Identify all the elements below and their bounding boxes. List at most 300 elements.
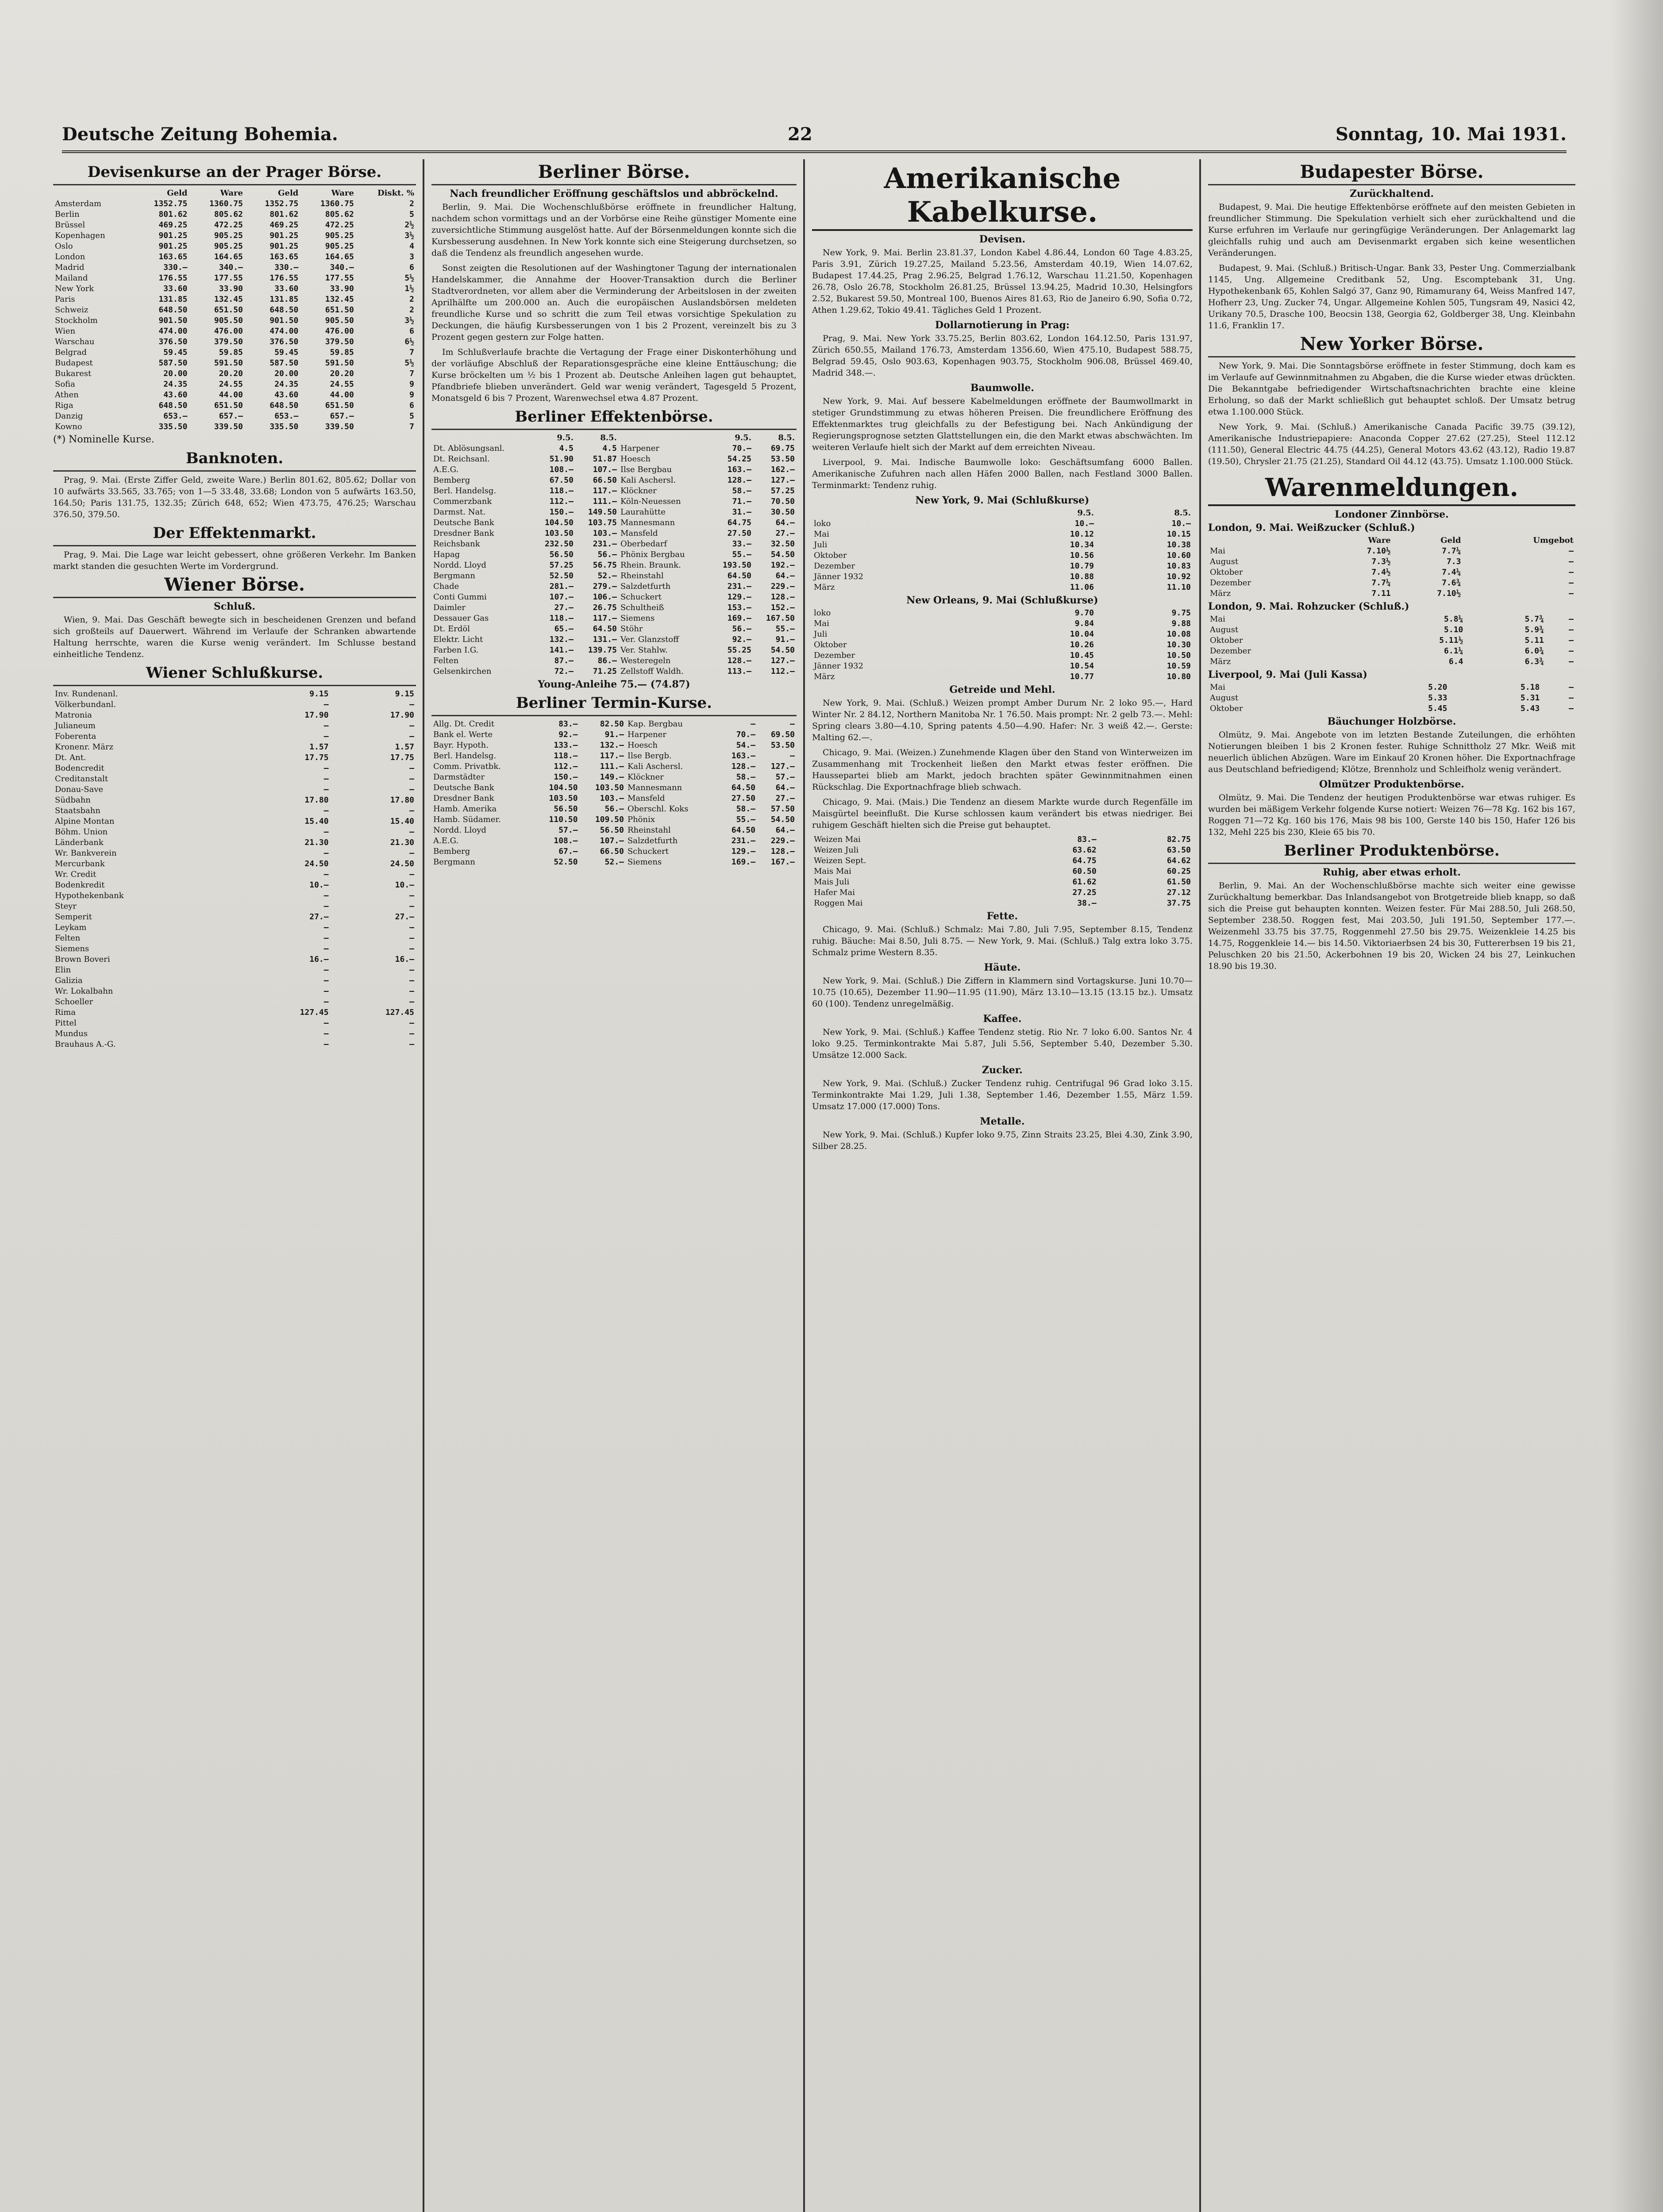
table-cell: Semperit <box>55 912 92 922</box>
table-cell: — <box>1569 568 1574 577</box>
berliner-text-1: Berlin, 9. Mai. Die Wochenschlußbörse eröffnete in freundlicher Haltung, nachdem schon vormittags und an der Vorbörse eine Reihe günstiger Momente eine zuversichtliche Stimmung ausgelöst hatte. Auf der Börsenmeldungen konnte sich die Kursbesserung ausdehnen. In New York konnte sich eine Steigerung durchsetzen, so daß die Tendenz als freundlich angesehen wurde. <box>431 202 797 258</box>
table-cell: Oslo <box>55 242 73 251</box>
table-cell: 10.— <box>395 880 414 890</box>
table-cell: 177.55 <box>214 273 243 283</box>
table-cell: Weizen Mai <box>814 835 861 844</box>
table-cell: Bodenkredit <box>55 880 105 890</box>
table-cell: Salzdetfurth <box>620 582 671 591</box>
table-cell: 92.— <box>732 635 751 644</box>
table-cell: Berlin <box>55 210 80 219</box>
table-cell: 905.50 <box>325 316 354 325</box>
table-cell: 651.50 <box>214 401 243 410</box>
table-cell: Länderbank <box>55 838 104 847</box>
berliner-effekten-table <box>431 433 797 677</box>
table-cell: 6½ <box>404 337 414 346</box>
table-cell: 905.25 <box>214 242 243 251</box>
table-cell: Belgrad <box>55 348 87 357</box>
table-cell: — <box>409 785 414 794</box>
table-cell: 55.— <box>736 815 756 824</box>
table-cell: Berl. Handelsg. <box>433 751 497 760</box>
table-row <box>1208 657 1575 667</box>
table-cell: Wr. Lokalbahn <box>55 987 113 996</box>
table-cell: 103.50 <box>595 783 624 792</box>
table-cell: 43.60 <box>163 390 188 399</box>
table-cell: 53.50 <box>770 454 795 464</box>
table-cell: 131.— <box>593 635 617 644</box>
table-cell: 66.50 <box>600 847 624 856</box>
table-cell: — <box>409 891 414 900</box>
table-header-cell: 9.5. <box>735 433 751 442</box>
table-cell: 657.— <box>330 411 354 421</box>
haeute-text: New York, 9. Mai. (Schluß.) Die Ziffern in Klammern sind Vortagskurse. Juni 10.70—10.75 (10.65), Dezember 11.90—11.95 (11.90), März 13.10—13.15 (13.15 bz.). Umsatz 60 (100). Tendenz unregelmäßig. <box>812 976 1193 1009</box>
kaffee-text: New York, 9. Mai. (Schluß.) Kaffee Tendenz stetig. Rio Nr. 7 loko 6.00. Santos Nr. 4 loko 9.25. Terminkontrakte Mai 5.87, Juli 5.56, September 5.40, Dezember 5.30. Umsätze 12.000 Sack. <box>812 1027 1193 1060</box>
berliner-effekten-heading: Berliner Effektenbörse. <box>431 407 797 430</box>
table-row <box>53 954 416 965</box>
table-cell: Mais Mai <box>814 867 851 876</box>
table-row <box>812 672 1193 682</box>
table-cell: 64.— <box>775 571 795 580</box>
table-header-cell: Umgebot <box>1533 536 1574 545</box>
table-cell: 10.08 <box>1166 630 1191 639</box>
new-yorker-close-text: New York, 9. Mai. (Schluß.) Amerikanische Canada Pacific 39.75 (39.12), Amerikanische Industriepapiere: Anaconda Copper 27.62 (27.25), Steel 112.12 (111.50), General Electric 44.75 (44.25), General Motors 43.62 (43.12), Radio 19.87 (19.50), Chrysler 21.75 (21.25), Standard Oil 44.12 (43.75). Umsatz 1.100.000 Stück. <box>1208 422 1575 466</box>
table-cell: 21.30 <box>390 838 414 847</box>
table-cell: Dessauer Gas <box>433 614 489 623</box>
table-cell: Dresdner Bank <box>433 794 494 803</box>
table-cell: 10.88 <box>1070 572 1094 581</box>
table-cell: Elin <box>55 965 71 975</box>
table-row <box>53 347 416 358</box>
table-cell: 132.— <box>600 741 624 750</box>
table-cell: 7.4¼ <box>1442 568 1461 577</box>
table-row <box>53 827 416 837</box>
table-cell: Oberbedarf <box>620 539 667 549</box>
table-cell: Kopenhagen <box>55 231 105 240</box>
table-cell: Brauhaus A.-G. <box>55 1040 116 1049</box>
table-cell: 33.90 <box>219 284 243 293</box>
table-row <box>53 1029 416 1039</box>
table-cell: 57.25 <box>770 486 795 495</box>
table-cell: Leykam <box>55 923 87 932</box>
table-cell: 2 <box>409 199 414 208</box>
table-row <box>53 997 416 1007</box>
table-cell: Harpener <box>627 730 667 739</box>
table-row <box>812 608 1193 618</box>
issue-date: Sonntag, 10. Mai 1931. <box>1335 124 1567 145</box>
table-cell: 7.3½ <box>1371 557 1391 566</box>
berliner-boerse-heading: Berliner Börse. <box>431 163 797 185</box>
table-row <box>1208 635 1575 646</box>
table-cell: 64.62 <box>1166 856 1191 865</box>
table-cell: 55.25 <box>727 645 751 655</box>
table-cell: 108.— <box>549 465 574 474</box>
table-cell: 335.50 <box>269 422 299 431</box>
table-cell: 905.25 <box>325 242 354 251</box>
table-row <box>812 661 1193 672</box>
table-row <box>431 836 797 846</box>
table-cell: Schuckert <box>627 847 669 856</box>
table-cell: 10.92 <box>1166 572 1191 581</box>
table-row <box>53 784 416 795</box>
table-cell: — <box>1569 704 1574 713</box>
table-header-cell <box>53 188 134 199</box>
table-cell: 193.50 <box>722 561 751 570</box>
table-cell: Oktober <box>1210 704 1243 713</box>
table-cell: 7 <box>409 369 414 378</box>
table-cell: 648.50 <box>158 305 188 315</box>
table-cell: 10.12 <box>1070 530 1094 539</box>
table-cell: Alpine Montan <box>55 817 115 826</box>
table-cell: 163.— <box>731 751 756 760</box>
table-cell: Stöhr <box>620 624 643 634</box>
table-cell: Commerzbank <box>433 497 492 506</box>
table-cell: — <box>323 764 329 773</box>
table-row <box>431 592 797 603</box>
table-cell: 92.— <box>558 730 578 739</box>
table-cell: Allg. Dt. Credit <box>433 719 495 729</box>
table-cell: 10.50 <box>1166 651 1191 660</box>
table-cell: 52.— <box>597 571 617 580</box>
table-cell: 27.— <box>775 794 795 803</box>
table-row <box>431 613 797 624</box>
table-cell: Dt. Ablösungsanl. <box>433 444 505 453</box>
table-cell: 7.3 <box>1446 557 1461 566</box>
table-cell: — <box>323 923 329 932</box>
table-header-cell <box>431 433 532 443</box>
table-cell: 91.— <box>775 635 795 644</box>
table-row <box>431 825 797 836</box>
table-cell: 139.75 <box>588 645 617 655</box>
table-row <box>812 629 1193 640</box>
table-cell: 128.— <box>727 476 751 485</box>
table-cell: 5.11½ <box>1439 636 1463 645</box>
table-cell: 37.75 <box>1166 899 1191 908</box>
table-cell: New York <box>55 284 94 293</box>
table-cell: 163.— <box>727 465 751 474</box>
table-cell: 279.— <box>593 582 617 591</box>
table-cell: 141.— <box>549 645 574 655</box>
table-cell: 5.45 <box>1428 704 1447 713</box>
table-cell: 905.25 <box>214 231 243 240</box>
table-row <box>53 880 416 891</box>
table-cell: — <box>1569 693 1574 703</box>
table-cell: 11.10 <box>1166 583 1191 592</box>
table-cell: Siemens <box>55 944 89 953</box>
table-cell: 150.— <box>554 772 578 782</box>
berliner-termin-table <box>431 719 797 868</box>
table-row <box>431 528 797 539</box>
table-cell: 127.45 <box>385 1008 414 1017</box>
table-cell: 339.50 <box>325 422 354 431</box>
table-cell: 1352.75 <box>265 199 299 208</box>
table-cell: 107.— <box>593 465 617 474</box>
table-cell: Westeregeln <box>620 656 671 665</box>
table-row <box>53 795 416 806</box>
table-cell: — <box>323 774 329 783</box>
table-cell: Kap. Bergbau <box>627 719 683 729</box>
london-weisszucker-table <box>1208 535 1575 599</box>
table-cell: August <box>1210 557 1239 566</box>
table-cell: 87.— <box>554 656 574 665</box>
table-cell: 127.— <box>770 656 795 665</box>
table-cell: 192.— <box>770 561 795 570</box>
table-cell: Ilse Bergb. <box>627 751 672 760</box>
table-cell: — <box>409 997 414 1006</box>
table-cell: 20.20 <box>219 369 243 378</box>
table-cell: Bergmann <box>433 571 475 580</box>
table-cell: 5.8¼ <box>1444 614 1463 624</box>
table-cell: Kali Aschersl. <box>627 762 683 771</box>
table-cell: Hafer Mai <box>814 888 855 897</box>
table-cell: Dezember <box>814 561 855 571</box>
table-cell: 2½ <box>404 220 414 230</box>
table-cell: 133.— <box>554 741 578 750</box>
table-cell: Kali Aschersl. <box>620 476 676 485</box>
table-cell: 339.50 <box>214 422 243 431</box>
table-cell: 24.50 <box>390 859 414 868</box>
table-cell: Oktober <box>1210 636 1243 645</box>
table-cell: — <box>323 1018 329 1028</box>
column-4 <box>1208 159 1575 2212</box>
table-cell: 129.— <box>727 592 751 602</box>
table-cell: 65.— <box>554 624 574 634</box>
table-cell: Felten <box>433 656 459 665</box>
table-cell: 648.50 <box>158 401 188 410</box>
table-cell: Rheinstahl <box>627 826 671 835</box>
table-cell: Schweiz <box>55 305 89 315</box>
table-cell: Sofia <box>55 380 75 389</box>
ny-schluss-sub: New York, 9. Mai (Schlußkurse) <box>915 495 1089 506</box>
table-cell: — <box>323 976 329 985</box>
table-cell: 51.87 <box>593 454 617 464</box>
table-cell: 5.11 <box>1524 636 1544 645</box>
table-cell: — <box>323 997 329 1006</box>
table-row <box>53 1018 416 1029</box>
table-cell: 9 <box>409 380 414 389</box>
table-row <box>431 804 797 814</box>
table-cell: 167.— <box>770 857 795 867</box>
table-cell: 169.— <box>731 857 756 867</box>
table-cell: Donau-Save <box>55 785 104 794</box>
table-cell: — <box>323 732 329 741</box>
table-cell: Paris <box>55 295 75 304</box>
table-cell: — <box>409 721 414 730</box>
table-cell: — <box>409 923 414 932</box>
table-cell: 16.— <box>395 955 414 964</box>
table-cell: — <box>1569 557 1574 566</box>
devisen-heading: Devisenkurse an der Prager Börse. <box>53 163 416 185</box>
table-cell: 2 <box>409 295 414 304</box>
table-cell: Phönix Bergbau <box>620 550 685 559</box>
table-cell: — <box>409 732 414 741</box>
table-row <box>53 1039 416 1050</box>
table-cell: 56.75 <box>593 561 617 570</box>
table-row <box>812 540 1193 550</box>
table-cell: 71.— <box>732 497 751 506</box>
banknoten-text: Prag, 9. Mai. (Erste Ziffer Geld, zweite Ware.) Berlin 801.62, 805.62; Dollar von 10 aufwärts 33.565, 33.765; von 1—5 33.48, 33.68; London von 5 aufwärts 163.50, 164.50; Paris 131.75, 132.35; Zürich 648, 652; Wien 473.75, 476.25; Warschau 376.50, 379.50. <box>53 475 416 519</box>
table-row <box>812 650 1193 661</box>
liverpool-text: Liverpool, 9. Mai. Indische Baumwolle loko: Geschäftsumfang 6000 Ballen. Amerikanische Zufuhren nach allen Häfen 2000 Ballen, nach Festland 3000 Ballen. Terminmarkt: Tendenz ruhig. <box>812 457 1193 490</box>
table-row <box>431 857 797 868</box>
table-cell: — <box>409 1029 414 1038</box>
table-cell: 5.9¾ <box>1524 625 1544 634</box>
table-cell: 10.56 <box>1070 551 1094 560</box>
table-cell: Harpener <box>620 444 659 453</box>
berliner-produkten-sub: Ruhig, aber etwas erholt. <box>1322 867 1461 878</box>
table-cell: 376.50 <box>269 337 299 346</box>
table-cell: Mannesmann <box>627 783 682 792</box>
table-cell: 7.11 <box>1371 589 1391 598</box>
nol-sub: New Orleans, 9. Mai (Schlußkurse) <box>906 595 1098 606</box>
table-cell: 474.00 <box>158 326 188 336</box>
table-cell: Dresdner Bank <box>433 529 494 538</box>
table-row <box>1208 703 1575 714</box>
table-cell: 103.— <box>593 529 617 538</box>
table-cell: Mansfeld <box>620 529 658 538</box>
table-cell: Amsterdam <box>55 199 102 208</box>
berliner-termin-heading: Berliner Termin-Kurse. <box>431 694 797 716</box>
table-cell: 6.3¾ <box>1524 657 1544 666</box>
table-cell: 44.00 <box>219 390 243 399</box>
london2-intro: London, 9. Mai. Rohzucker (Schluß.) <box>1208 601 1409 612</box>
table-cell: Ver. Glanzstoff <box>620 635 679 644</box>
table-cell: 20.00 <box>274 369 299 378</box>
table-cell: 469.25 <box>269 220 299 230</box>
table-cell: 5.31 <box>1520 693 1540 703</box>
dollar-text: Prag, 9. Mai. New York 33.75.25, Berlin 803.62, London 164.12.50, Paris 131.97, Zürich 650.55, Mailand 176.73, Amsterdam 1356.60, Wien 475.10, Budapest 588.75, Belgrad 59.45, Oslo 903.63, Kopenhagen 903.75, Stockholm 906.08, Brüssel 469.40, Madrid 348.—. <box>812 334 1193 378</box>
table-cell: 108.— <box>554 836 578 845</box>
table-cell: 70.— <box>736 730 756 739</box>
table-cell: loko <box>814 519 831 528</box>
table-cell: 587.50 <box>269 358 299 368</box>
table-header-cell: 8.5. <box>1174 508 1191 518</box>
table-cell: Klöckner <box>627 772 664 782</box>
baumwolle-sub: Baumwolle. <box>970 382 1035 394</box>
table-cell: März <box>1210 657 1231 666</box>
table-row <box>1208 557 1575 567</box>
table-cell: — <box>323 721 329 730</box>
liverpool-table <box>1208 682 1575 714</box>
table-cell: 56.— <box>732 624 751 634</box>
table-cell: 128.— <box>727 656 751 665</box>
table-row <box>53 358 416 369</box>
table-cell: Stockholm <box>55 316 98 325</box>
table-cell: 281.— <box>549 582 574 591</box>
table-row <box>431 486 797 496</box>
table-cell: 5.20 <box>1428 683 1447 692</box>
berliner-boerse-sub: Nach freundlicher Eröffnung geschäftslos und abbröckelnd. <box>450 188 778 200</box>
table-cell: — <box>1569 657 1574 666</box>
table-cell: Foberenta <box>55 732 96 741</box>
table-cell: 109.50 <box>595 815 624 824</box>
table-cell: 44.00 <box>330 390 354 399</box>
table-cell: — <box>323 933 329 943</box>
table-cell: 6 <box>409 401 414 410</box>
table-cell: Oberschl. Koks <box>627 804 689 814</box>
table-cell: 340.— <box>330 263 354 272</box>
table-cell: 33.90 <box>330 284 354 293</box>
table-cell: Darmst. Nat. <box>433 507 486 517</box>
london-rohzucker-table <box>1208 614 1575 667</box>
table-row <box>431 740 797 751</box>
table-row <box>53 848 416 859</box>
table-row <box>1208 625 1575 635</box>
table-cell: 21.30 <box>304 838 329 847</box>
table-cell: Dt. Ant. <box>55 753 86 762</box>
table-cell: 176.55 <box>269 273 299 283</box>
table-cell: Mai <box>1210 614 1225 624</box>
table-cell: 91.— <box>604 730 624 739</box>
table-row <box>53 273 416 284</box>
table-cell: 10.54 <box>1070 661 1094 671</box>
table-cell: — <box>790 751 795 760</box>
table-cell: Inv. Rundenanl. <box>55 689 118 699</box>
table-row <box>431 475 797 486</box>
table-row <box>53 241 416 252</box>
table-cell: 7.4½ <box>1371 568 1391 577</box>
table-row <box>812 518 1193 529</box>
table-cell: 476.00 <box>214 326 243 336</box>
table-cell: 59.85 <box>219 348 243 357</box>
table-cell: Wr. Bankverein <box>55 849 117 858</box>
table-cell: 127.— <box>770 476 795 485</box>
table-cell: 648.50 <box>269 305 299 315</box>
table-cell: — <box>323 1029 329 1038</box>
table-cell: London <box>55 252 85 261</box>
table-cell: 32.50 <box>770 539 795 549</box>
table-cell: Siemens <box>620 614 655 623</box>
table-cell: 54.50 <box>770 550 795 559</box>
table-cell: loko <box>814 608 831 618</box>
table-cell: 648.50 <box>269 401 299 410</box>
table-cell: 901.50 <box>269 316 299 325</box>
table-cell: August <box>1210 693 1239 703</box>
table-cell: 167.50 <box>766 614 795 623</box>
table-cell: 27.25 <box>1072 888 1097 897</box>
table-cell: 6 <box>409 326 414 336</box>
table-row <box>53 891 416 901</box>
table-cell: 61.50 <box>1166 877 1191 887</box>
table-cell: Dt. Reichsanl. <box>433 454 490 464</box>
table-row <box>812 834 1193 845</box>
table-row <box>53 230 416 241</box>
table-cell: Brüssel <box>55 220 85 230</box>
table-cell: — <box>409 965 414 975</box>
table-cell: Mai <box>1210 546 1225 556</box>
table-cell: 131.85 <box>158 295 188 304</box>
table-cell: 651.50 <box>325 401 354 410</box>
table-header-cell: Diskt. % <box>377 188 414 198</box>
table-cell: — <box>409 764 414 773</box>
table-cell: März <box>814 583 835 592</box>
table-row <box>53 337 416 347</box>
table-cell: 3½ <box>404 231 414 240</box>
table-cell: 27.— <box>554 603 574 612</box>
table-row <box>812 640 1193 650</box>
table-cell: 164.65 <box>325 252 354 261</box>
table-cell: 63.62 <box>1072 845 1097 855</box>
table-cell: 17.80 <box>390 795 414 805</box>
table-row <box>1208 693 1575 703</box>
table-row <box>431 507 797 518</box>
table-cell: 56.50 <box>600 826 624 835</box>
devisen-table <box>53 188 416 432</box>
table-cell: Roggen Mai <box>814 899 863 908</box>
table-cell: — <box>1569 683 1574 692</box>
table-cell: 805.62 <box>325 210 354 219</box>
table-row <box>431 846 797 857</box>
table-cell: 152.— <box>770 603 795 612</box>
bauchung-sub: Bäuchunger Holzbörse. <box>1327 716 1456 727</box>
